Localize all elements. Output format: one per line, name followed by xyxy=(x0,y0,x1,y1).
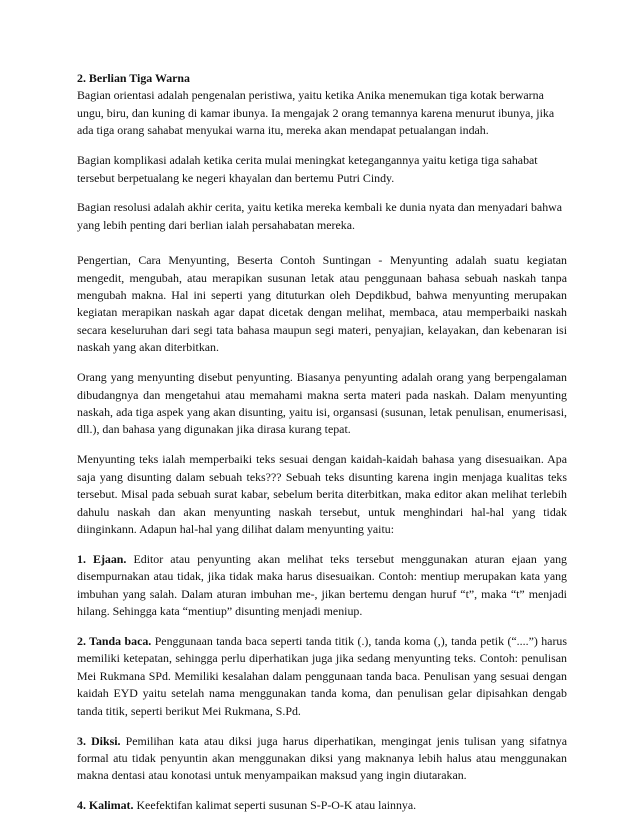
item-ejaan xyxy=(77,551,567,621)
item-body: Keefektifan kalimat seperti susunan S-P-O-K atau lainnya. xyxy=(133,798,417,813)
item-body: Pemilihan kata atau diksi juga harus diperhatikan, mengingat jenis tulisan yang sifatnya formal atu tidak penyuntin akan menggunakan diksi yang maknanya lebih halus atau menggunakan makna dentasi atau konotasi untuk menyampaikan maksud yang ingin diutarakan. xyxy=(77,733,567,783)
item-title: 4. Kalimat. xyxy=(77,798,134,813)
paragraph-komplikasi: Bagian komplikasi adalah ketika cerita mulai meningkat ketegangannya yaitu ketiga tiga sahabat tersebut berpetualang ke negeri khayalan dan bertemu Putri Cindy. xyxy=(77,153,538,185)
section-berlian-tiga-warna xyxy=(77,70,567,140)
item-body: Penggunaan tanda baca seperti tanda titik (.), tanda koma (,), tanda petik (“....”) harus memiliki ketepatan, sehingga perlu diperhatikan juga jika sedang menyunting teks. Contoh: penulisan Mei Rukmana SPd. Memiliki kesalahan dalam penggunaan tanda baca. Penulisan yang sesuai dengan kaidah EYD yaitu setelah nama menggunakan tanda koma, dan penulisan gelar dipisahkan dengab tanda titik, seperti berikut Mei Rukmana, S.Pd. xyxy=(77,633,567,718)
paragraph-menyunting-teks: Menyunting teks ialah memperbaiki teks sesuai dengan kaidah-kaidah bahasa yang disesuaikan. Apa saja yang disunting dalam sebuah teks??? Sebuah teks disunting karena ingin menjaga kualitas teks tersebut. Misal pada sebuah surat kabar, sebelum berita diterbitkan, maka editor akan melihat terlebih dahulu naskah dan akan menyunting naskah tersebut, untuk menghindari hal-hal yang tidak diinginkann. Adapun hal-hal yang dilihat dalam menyunting yaitu: xyxy=(77,452,567,536)
paragraph-resolusi: Bagian resolusi adalah akhir cerita, yaitu ketika mereka kembali ke dunia nyata dan menyadari bahwa yang lebih penting dari berlian ialah persahabatan mereka. xyxy=(77,200,563,232)
item-tanda-baca xyxy=(77,633,567,720)
item-title: 2. Tanda baca. xyxy=(77,633,152,648)
item-body: Editor atau penyunting akan melihat teks tersebut menggunakan aturan ejaan yang disempurnakan atau tidak, jika tidak maka harus disesuaikan. Contoh: mentiup merupakan kata yang imbuhan yang salah. Dalam aturan imbuhan me-, jikan bertemu dengan huruf “t”, maka “t” menjadi hilang. Sehingga kata “mentiup” disunting menjadi meniup. xyxy=(77,551,567,619)
item-kalimat xyxy=(77,797,567,814)
item-title: 3. Diksi. xyxy=(77,733,121,748)
item-diksi xyxy=(77,733,567,785)
item-title: 1. Ejaan. xyxy=(77,551,127,566)
section-title: 2. Berlian Tiga Warna xyxy=(77,71,190,85)
document-page xyxy=(77,70,567,815)
paragraph-penyunting: Orang yang menyunting disebut penyunting. Biasanya penyunting adalah orang yang berpengalaman dibudangnya dan mengetahui atau memahami makna serta materi pada naskah. Dalam menyunting naskah, ada tiga aspek yang akan disunting, yaitu isi, organsasi (susunan, letak penulisan, enumerisasi, dll.), dan bahasa yang digunakan jika dirasa kurang tepat. xyxy=(77,370,567,437)
paragraph-orientasi: Bagian orientasi adalah pengenalan peristiwa, yaitu ketika Anika menemukan tiga kotak berwarna ungu, biru, dan kuning di kamar ibunya. Ia mengajak 2 orang temannya karena menurut ibunya, jika ada tiga orang sahabat menyukai warna itu, mereka akan mendapat petualangan indah. xyxy=(77,88,555,138)
paragraph-pengertian: Pengertian, Cara Menyunting, Beserta Contoh Suntingan - Menyunting adalah suatu kegiatan mengedit, mengubah, atau merapikan susunan letak atau penggunaan bahasa sebuah naskah tanpa mengubah makna. Hal ini seperti yang dituturkan oleh Depdikbud, bahwa menyunting merupakan kegiatan merapikan naskah agar dapat dicetak dengan melihat, membaca, atau memperbaiki naskah secara keseluruhan dari segi tata bahasa maupun segi materi, penyajian, kelayakan, dan kebenaran isi naskah yang akan diterbitkan. xyxy=(77,253,567,355)
